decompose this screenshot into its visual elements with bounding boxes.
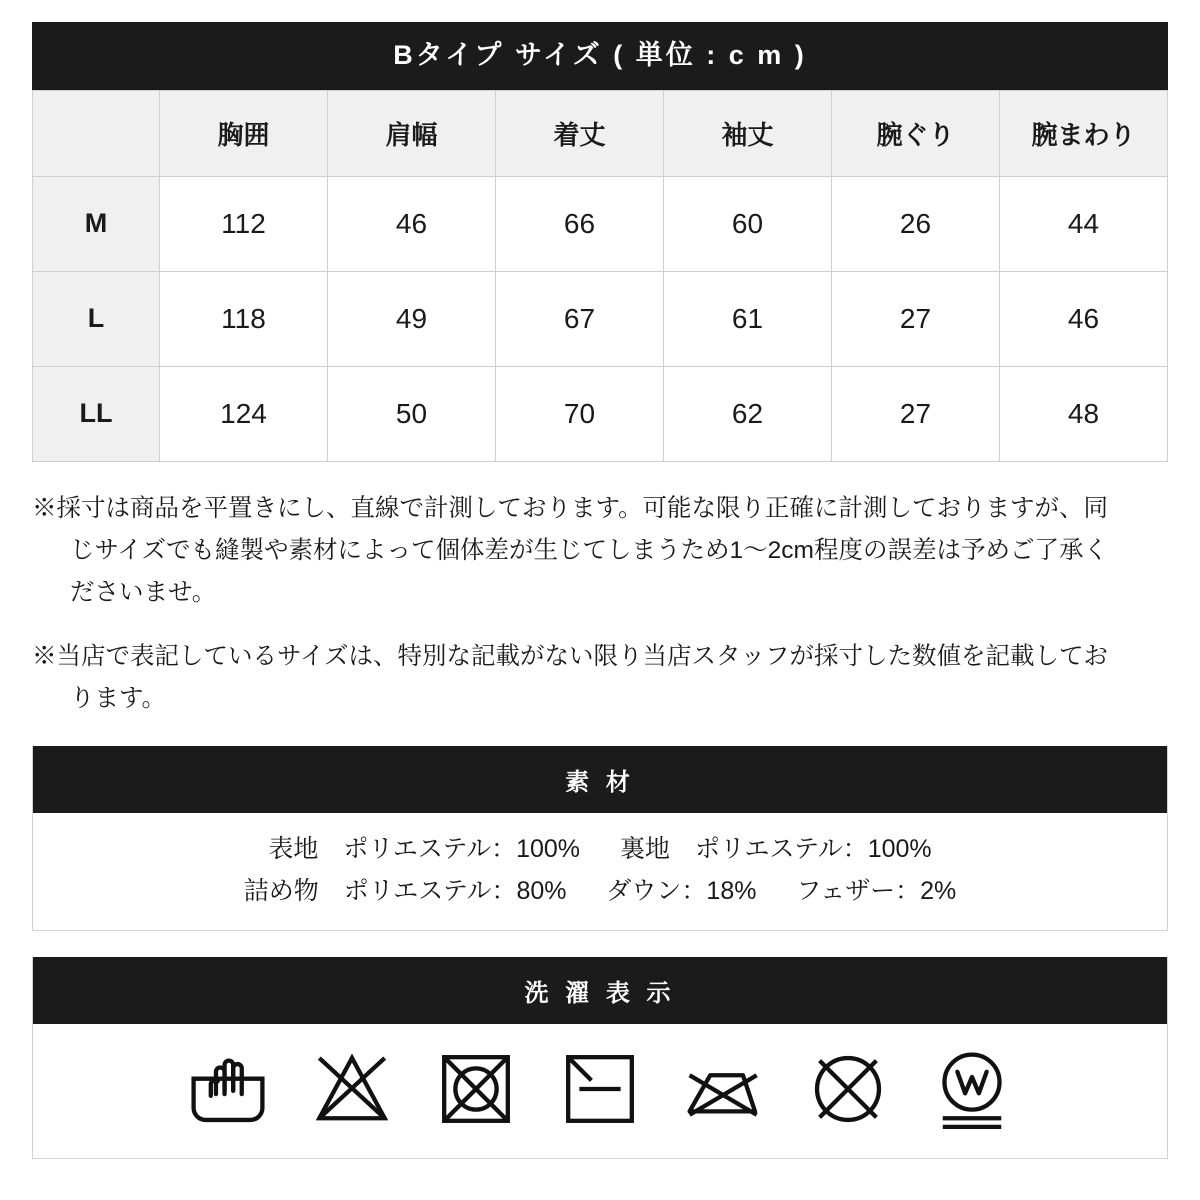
material-line-filling (33, 871, 1167, 912)
material-filling-feather: フェザー：2% (796, 876, 957, 905)
cell-m-armhole: 26 (832, 176, 1000, 271)
size-table-title: Bタイプ サイズ ( 単位 : c m ) (32, 22, 1168, 90)
no-tumble-dry-icon (433, 1046, 519, 1132)
cell-l-length: 67 (496, 271, 664, 366)
size-table-section (32, 22, 1168, 462)
size-table-body (33, 176, 1168, 461)
material-shell: 表地 ポリエステル：100% (268, 835, 581, 864)
note-measured-by-staff: ※当店で表記しているサイズは、特別な記載がない限り当店スタッフが採寸した数値を記載しております。 (32, 643, 1109, 713)
column-header-sleeve: 袖丈 (664, 90, 832, 176)
flat-dry-in-shade-icon (557, 1046, 643, 1132)
material-section (32, 746, 1168, 931)
row-header-size-ll: LL (33, 366, 160, 461)
material-section-body (33, 813, 1167, 930)
material-section-title: 素 材 (33, 746, 1167, 813)
column-header-shoulder: 肩幅 (328, 90, 496, 176)
cell-l-arm-circumference: 46 (1000, 271, 1168, 366)
care-section-title: 洗 濯 表 示 (33, 957, 1167, 1024)
column-header-arm-circumference: 腕まわり (1000, 90, 1168, 176)
row-header-size-l: L (33, 271, 160, 366)
row-header-size-m: M (33, 176, 160, 271)
cell-ll-shoulder: 50 (328, 366, 496, 461)
material-filling-down: ダウン：18% (606, 876, 757, 905)
cell-m-bust: 112 (160, 176, 328, 271)
column-header-armhole: 腕ぐり (832, 90, 1000, 176)
cell-m-shoulder: 46 (328, 176, 496, 271)
cell-l-armhole: 27 (832, 271, 1000, 366)
table-row (33, 366, 1168, 461)
cell-m-sleeve: 60 (664, 176, 832, 271)
no-dry-clean-icon (805, 1046, 891, 1132)
cell-l-bust: 118 (160, 271, 328, 366)
cell-ll-length: 70 (496, 366, 664, 461)
table-corner-cell (33, 90, 160, 176)
care-section (32, 957, 1168, 1159)
material-line-shell-lining (33, 829, 1167, 870)
note-measurement-tolerance: ※採寸は商品を平置きにし、直線で計測しております。可能な限り正確に計測しておりますが、同じサイズでも縫製や素材によって個体差が生じてしまうため1〜2cm程度の誤差は予めご了承くださいませ。 (32, 494, 1109, 606)
no-iron-icon (681, 1046, 767, 1132)
table-row (33, 176, 1168, 271)
no-bleach-icon (309, 1046, 395, 1132)
cell-m-length: 66 (496, 176, 664, 271)
cell-l-shoulder: 49 (328, 271, 496, 366)
column-header-bust: 胸囲 (160, 90, 328, 176)
wet-clean-professional-icon (929, 1046, 1015, 1132)
column-header-length: 着丈 (496, 90, 664, 176)
cell-m-arm-circumference: 44 (1000, 176, 1168, 271)
cell-ll-sleeve: 62 (664, 366, 832, 461)
cell-ll-arm-circumference: 48 (1000, 366, 1168, 461)
cell-ll-armhole: 27 (832, 366, 1000, 461)
table-header-row (33, 90, 1168, 176)
care-icon-row (33, 1024, 1167, 1158)
size-table (32, 90, 1168, 462)
material-filling-polyester: 詰め物 ポリエステル：80% (243, 876, 567, 905)
size-table-head (33, 90, 1168, 176)
cell-l-sleeve: 61 (664, 271, 832, 366)
material-lining: 裏地 ポリエステル：100% (619, 835, 932, 864)
table-row (33, 271, 1168, 366)
cell-ll-bust: 124 (160, 366, 328, 461)
hand-wash-icon (185, 1046, 271, 1132)
measurement-notes (32, 488, 1168, 721)
